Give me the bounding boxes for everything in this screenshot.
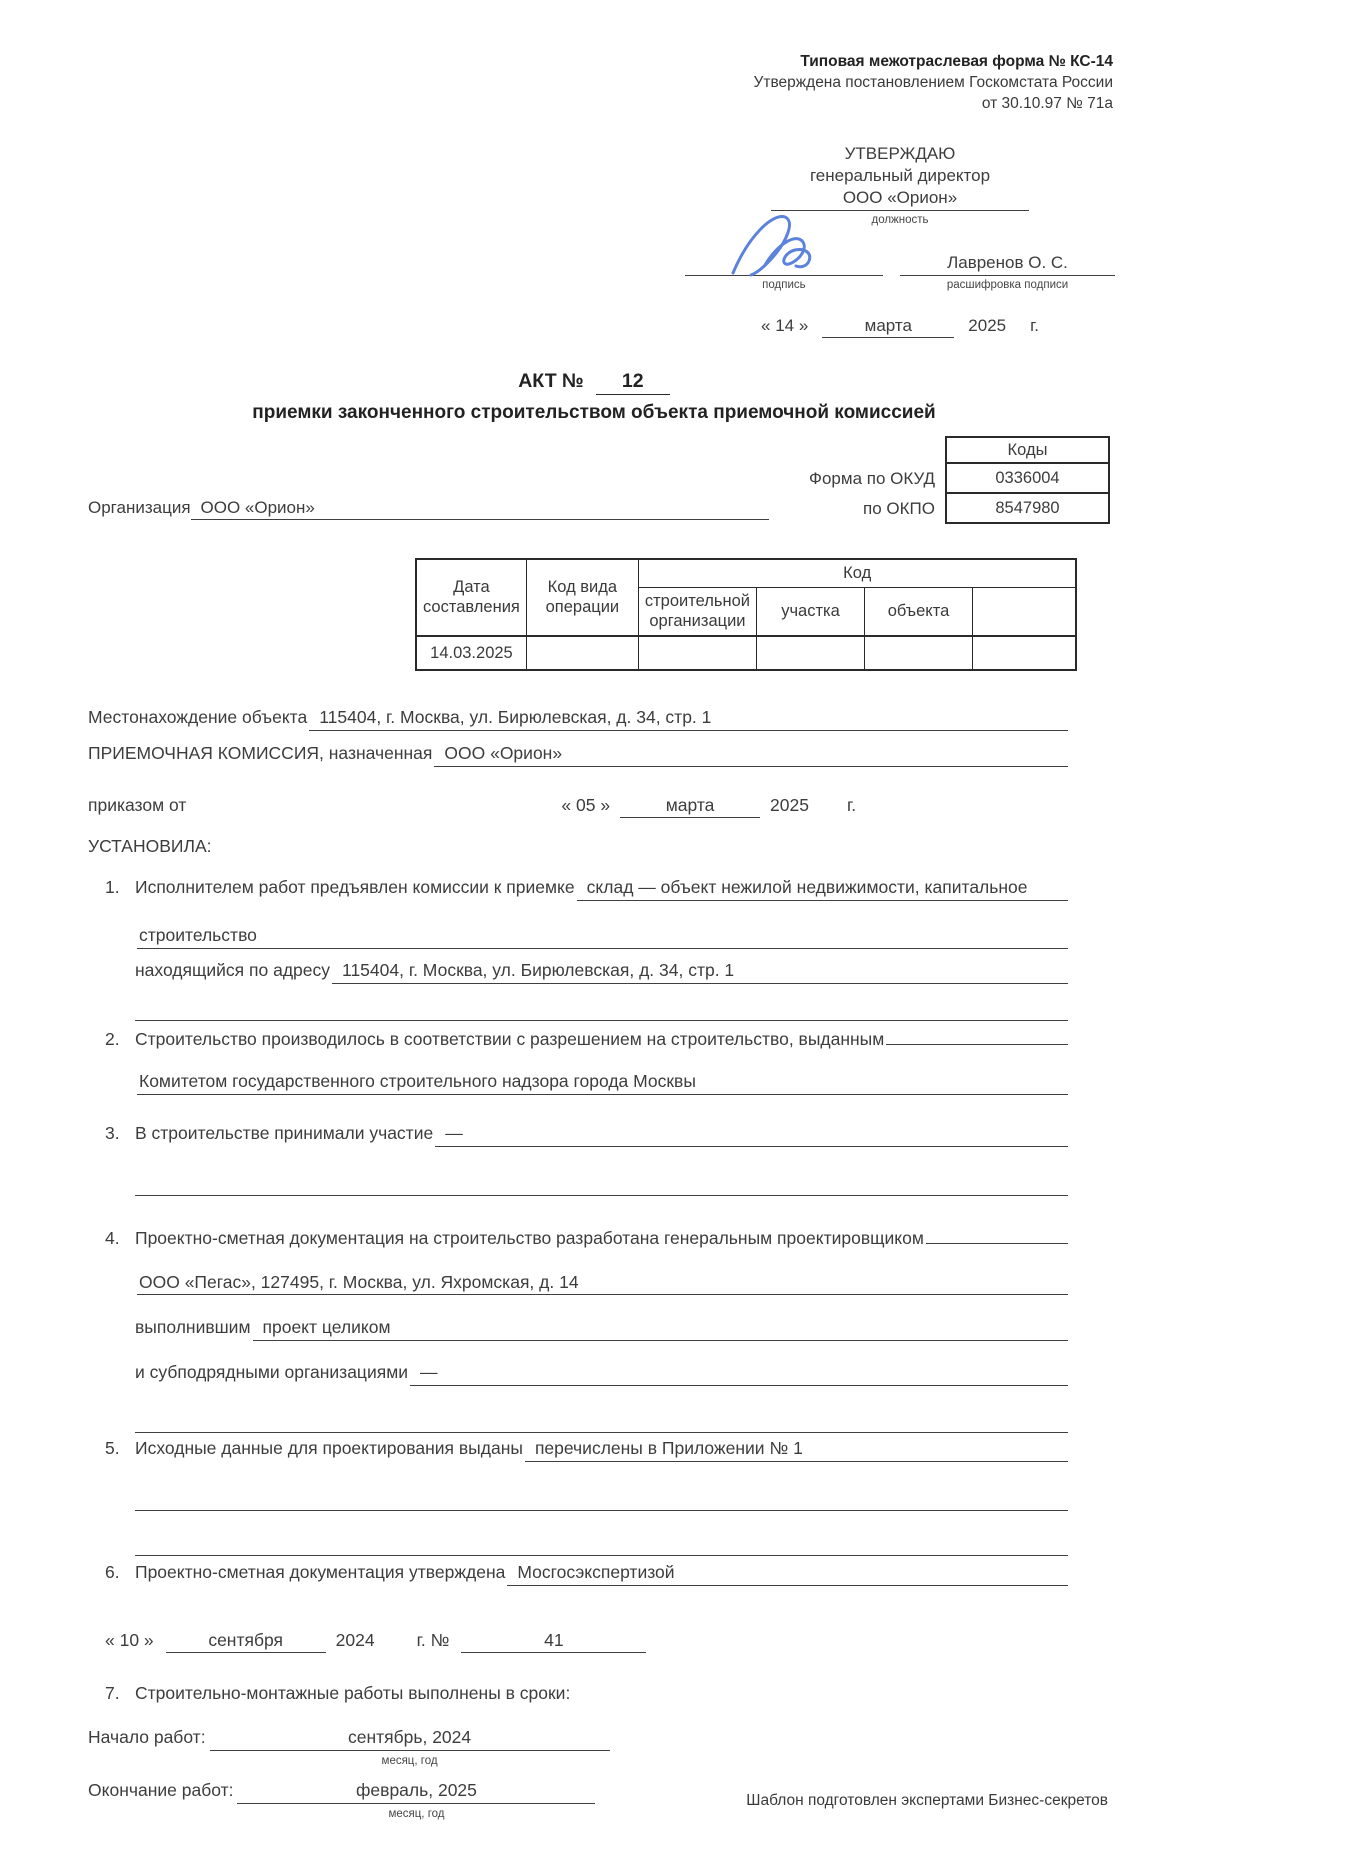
work-start-value: сентябрь, 2024 [210, 1727, 610, 1751]
work-start-line [88, 1727, 1068, 1768]
approve-position: генеральный директор [809, 165, 991, 185]
signature-caption: подпись [762, 278, 806, 291]
order-month: марта [620, 795, 760, 818]
item1-number: 1. [105, 877, 120, 898]
approve-heading: УТВЕРЖДАЮ [844, 143, 956, 163]
established-label: УСТАНОВИЛА: [88, 835, 212, 856]
item2-line1 [88, 1029, 1068, 1051]
codes-spacer [88, 436, 795, 464]
approval-number-label: г. № [416, 1629, 450, 1650]
item1-value2: строительство [137, 925, 1068, 949]
cell-empty [972, 636, 1076, 670]
approve-date-month: марта [822, 315, 954, 338]
organization-value: ООО «Орион» [191, 498, 769, 520]
item4-number: 4. [105, 1227, 120, 1248]
order-day: « 05 » [561, 794, 611, 815]
item1-text: Исполнителем работ предъявлен комиссии к приемке [135, 877, 575, 898]
subcol-section-header: участка [756, 587, 864, 636]
act-subtitle: приемки законченного строительством объекта приемочной комиссией [252, 402, 936, 424]
codes-section [88, 436, 1110, 524]
act-number-line [88, 370, 1100, 395]
item3-value: — [435, 1123, 1068, 1147]
signature-row [685, 232, 1115, 293]
item4-subcontract-label: и субподрядными организациями [135, 1362, 409, 1383]
approve-organization: ООО «Орион» [771, 187, 1029, 211]
cell-empty [864, 636, 972, 670]
item7-text: Строительно-монтажные работы выполнены в сроки: [135, 1682, 571, 1703]
blank-fill-line [135, 1195, 1068, 1196]
item4-line2 [135, 1272, 1068, 1296]
act-label: АКТ № [518, 370, 584, 393]
organization-line [88, 498, 795, 520]
blank-fill-line [135, 1020, 1068, 1021]
subcol-object-header: объекта [864, 587, 972, 636]
code-table-data-row [416, 636, 1076, 670]
code-table [415, 558, 1077, 671]
position-caption: должность [871, 214, 929, 227]
item4-subcontract-value: — [410, 1362, 1068, 1386]
signature-line [685, 232, 883, 276]
item2-line2 [135, 1071, 1068, 1095]
codes-header-cell: Коды [945, 436, 1110, 464]
item6-number: 6. [105, 1562, 120, 1583]
signature-column [685, 232, 883, 293]
item6-value: Мосгосэкспертизой [507, 1562, 1068, 1586]
okpo-value-cell: 8547980 [945, 492, 1110, 524]
item1-line2 [135, 925, 1068, 949]
item7-line [88, 1683, 1068, 1705]
item5-value: перечислены в Приложении № 1 [525, 1438, 1068, 1462]
okud-value-cell: 0336004 [945, 462, 1110, 494]
item1-address-line [135, 960, 1068, 984]
document-body [88, 707, 1068, 1821]
item5-line [88, 1438, 1068, 1462]
cell-date-value: 14.03.2025 [416, 636, 526, 670]
approve-date-suffix: г. [1030, 315, 1039, 335]
name-column [900, 232, 1115, 293]
codes-spacer [88, 464, 795, 494]
item2-fill-stub [886, 1043, 1068, 1045]
approve-date-line [685, 315, 1115, 338]
order-line [88, 795, 1068, 818]
item3-number: 3. [105, 1122, 120, 1143]
item6-line [88, 1562, 1068, 1586]
item5-text: Исходные данные для проектирования выданы [135, 1438, 523, 1459]
approval-date-line [88, 1630, 1068, 1653]
location-label: Местонахождение объекта [88, 706, 308, 727]
order-suffix: г. [846, 794, 857, 815]
act-number: 12 [596, 370, 670, 395]
item4-fill-stub [926, 1242, 1068, 1244]
code-table-header-row [416, 559, 1076, 587]
commission-line [88, 743, 1068, 767]
form-date-line: от 30.10.97 № 71а [981, 94, 1113, 112]
work-start-caption: месяц, год [381, 1754, 438, 1767]
blank-fill-line [135, 1432, 1068, 1433]
item4-subcontract-line [135, 1362, 1068, 1386]
item4-value: ООО «Пегас», 127495, г. Москва, ул. Яхромская, д. 14 [137, 1272, 1068, 1296]
name-line [900, 232, 1115, 276]
organization-label: Организация [88, 498, 191, 518]
item4-performed-label: выполнившим [135, 1317, 251, 1338]
approve-date-day: « 14 » [761, 315, 809, 335]
cell-empty [756, 636, 864, 670]
commission-value: ООО «Орион» [434, 743, 1068, 767]
item1-address-label: находящийся по адресу [135, 960, 331, 981]
item2-text: Строительство производилось в соответствии с разрешением на строительство, выданным [135, 1029, 885, 1050]
location-line [88, 707, 1068, 731]
cell-empty [526, 636, 638, 670]
item1-address-value: 115404, г. Москва, ул. Бирюлевская, д. 34, стр. 1 [332, 960, 1068, 984]
item2-value: Комитетом государственного строительного надзора города Москвы [137, 1071, 1068, 1095]
signature-handwriting-icon [721, 207, 871, 287]
item4-text: Проектно-сметная документация на строительство разработана генеральным проектировщиком [135, 1227, 924, 1248]
approval-number-value: 41 [461, 1630, 646, 1653]
cell-empty [638, 636, 756, 670]
item7-number: 7. [105, 1682, 120, 1703]
form-header [88, 52, 1113, 115]
template-credit-footer: Шаблон подготовлен экспертами Бизнес-секретов [746, 1792, 1108, 1809]
work-start-field [210, 1727, 610, 1768]
work-end-caption: месяц, год [388, 1807, 445, 1820]
commission-label: ПРИЕМОЧНАЯ КОМИССИЯ, назначенная [88, 742, 433, 763]
name-caption: расшифровка подписи [946, 278, 1069, 291]
work-start-label: Начало работ: [88, 1726, 206, 1747]
okud-label: Форма по ОКУД [809, 469, 935, 489]
col-date-header: Дата составления [416, 559, 526, 636]
item1-value1: склад — объект нежилой недвижимости, капитальное [577, 877, 1068, 901]
item4-performed-value: проект целиком [253, 1317, 1069, 1341]
item3-text: В строительстве принимали участие [135, 1122, 434, 1143]
okpo-label: по ОКПО [863, 499, 935, 519]
item3-line [88, 1123, 1068, 1147]
form-approved-line: Утверждена постановлением Госкомстата России [753, 73, 1113, 91]
approval-date-month: сентября [166, 1630, 326, 1653]
item2-number: 2. [105, 1029, 120, 1050]
subcol-org-header: строительной организации [638, 587, 756, 636]
approval-block [685, 143, 1115, 338]
item4-performed-line [135, 1317, 1068, 1341]
established-line [88, 836, 1068, 858]
approval-date-day: « 10 » [105, 1629, 154, 1650]
order-year: 2025 [770, 794, 809, 815]
approve-date-year: 2025 [968, 315, 1007, 335]
item5-number: 5. [105, 1438, 120, 1459]
subcol-extra-header [972, 587, 1076, 636]
col-code-group-header: Код [638, 559, 1076, 587]
col-operation-header: Код вида операции [526, 559, 638, 636]
work-end-field [237, 1780, 595, 1821]
item1-line1 [88, 877, 1068, 901]
location-value: 115404, г. Москва, ул. Бирюлевская, д. 34, стр. 1 [309, 707, 1068, 731]
document-title [88, 370, 1100, 424]
work-end-value: февраль, 2025 [237, 1780, 595, 1804]
work-end-label: Окончание работ: [88, 1779, 234, 1800]
form-type-line: Типовая межотраслевая форма № КС-14 [800, 53, 1113, 70]
approver-name: Лавренов О. С. [947, 252, 1068, 272]
blank-fill-line [135, 1510, 1068, 1511]
order-label: приказом от [88, 794, 187, 815]
approval-date-year: 2024 [335, 1629, 375, 1650]
item6-text: Проектно-сметная документация утверждена [135, 1562, 506, 1583]
item4-line1 [88, 1228, 1068, 1250]
blank-fill-line [135, 1555, 1068, 1556]
